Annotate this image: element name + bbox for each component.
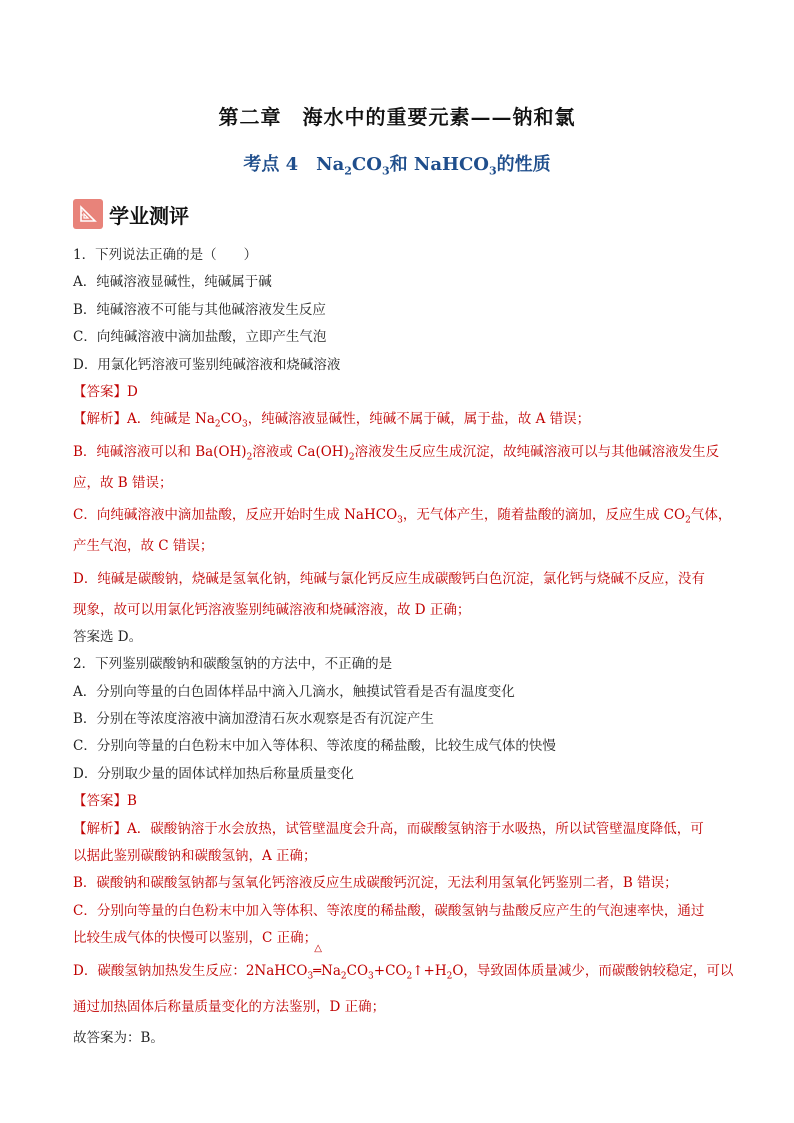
question-1-answer [73,379,725,406]
section-label: 学业测评 [109,203,189,228]
question-2-stem: 2．下列鉴别碳酸钠和碳酸氢钠的方法中，不正确的是 [73,656,393,673]
analysis-tag: 【解析】 [73,820,127,837]
question-2-analysis-c2: 比较生成气体的快慢可以鉴别，C 正确； [73,930,318,947]
question-2-analysis-c1: C．分别向等量的白色粉末中加入等体积、等浓度的稀盐酸，碳酸氢钠与盐酸反应产生的气泡速率快，通过 [73,902,705,919]
ruler-triangle-icon [73,199,103,229]
analysis-tag: 【解析】 [73,411,127,428]
question-2-answer [73,788,725,815]
question-1-stem: 1．下列说法正确的是（ ） [73,247,258,263]
question-1-analysis-a: 【解析】A．纯碱是 $Na_2CO_3$，纯碱溶液显碱性，纯碱不属于碱，属于盐，故 A 错误； [73,411,591,431]
question-1-analysis-c1: C．向纯碱溶液中滴加盐酸，反应开始时生成 NaHCO$_3$，无气体产生，随着盐酸的滴加，反应生成 $CO_2$气体， [73,507,732,526]
question-1-analysis-c2: 产生气泡，故 C 错误； [73,538,214,555]
question-2-analysis-b: B．碳酸钠和碳酸氢钠都与氢氧化钙溶液反应生成碳酸钙沉淀，无法利用氢氧化钙鉴别二者，B 错误； [73,875,678,892]
question-1-conclusion: 答案选 D。 [73,628,143,645]
question-2-analysis-a1: 【解析】A．碳酸钠溶于水会放热，试管壁温度会升高，而碳酸氢钠溶于水吸热，所以试管壁温度降低，可 [73,820,704,837]
topic-title: 考点 4 $Na_2CO_3$和 NaHCO$_3$的性质 [243,154,551,178]
question-content [73,242,734,1052]
question-2-option-d: D．分别取少量的固体试样加热后称量质量变化 [73,765,354,782]
question-2-conclusion: 故答案为：B。 [73,1029,164,1046]
question-2-option-b: B．分别在等浓度溶液中滴加澄清石灰水观察是否有沉淀产生 [73,711,434,728]
question-1-option-b: B．纯碱溶液不可能与其他碱溶液发生反应 [73,301,326,318]
question-1-option-a: A．纯碱溶液显碱性，纯碱属于碱 [73,274,272,291]
answer-tag: 【答案】 [73,383,127,400]
section-header [73,198,189,230]
question-1-option-d: D．用氯化钙溶液可鉴别纯碱溶液和烧碱溶液 [73,356,341,373]
question-2-option-a: A．分别向等量的白色固体样品中滴入几滴水，触摸试管看是否有温度变化 [73,683,515,700]
question-1-analysis-d2: 现象，故可以用氯化钙溶液鉴别纯碱溶液和烧碱溶液，故 D 正确； [73,601,471,618]
heating-equals-sign: △ ═ [313,942,322,979]
answer-value: B [127,793,137,810]
question-2-analysis-a2: 以据此鉴别碳酸钠和碳酸氢钠，A 正确； [73,848,317,865]
question-2-analysis-d1: D．碳酸氢钠加热发生反应：2NaHCO$_3$ △ $═Na_2CO_3+CO_2↑+H_2O$，导致固体质量减少，而碳酸钠较稳定，可以 [73,953,725,989]
question-2-analysis-d2: 通过加热固体后称量质量变化的方法鉴别，D 正确； [73,998,386,1015]
question-1-option-c: C．向纯碱溶液中滴加盐酸，立即产生气泡 [73,329,327,346]
answer-tag: 【答案】 [73,793,127,810]
question-2-option-c: C．分别向等量的白色粉末中加入等体积、等浓度的稀盐酸，比较生成气体的快慢 [73,738,556,755]
question-1-analysis-b2: 应，故 B 错误； [73,474,173,491]
question-1-analysis-b1: B．纯碱溶液可以和 $Ba(OH)_2$溶液或 $Ca(OH)_2$溶液发生反应生成沉淀，故纯碱溶液可以与其他碱溶液发生反 [73,443,720,463]
chapter-title: 第二章 海水中的重要元素——钠和氯 [218,105,576,129]
question-1-analysis-d1: D．纯碱是碳酸钠，烧碱是氢氧化钠，纯碱与氯化钙反应生成碳酸钙白色沉淀，氯化钙与烧碱不反应，没有 [73,570,705,587]
answer-value: D [127,383,138,400]
